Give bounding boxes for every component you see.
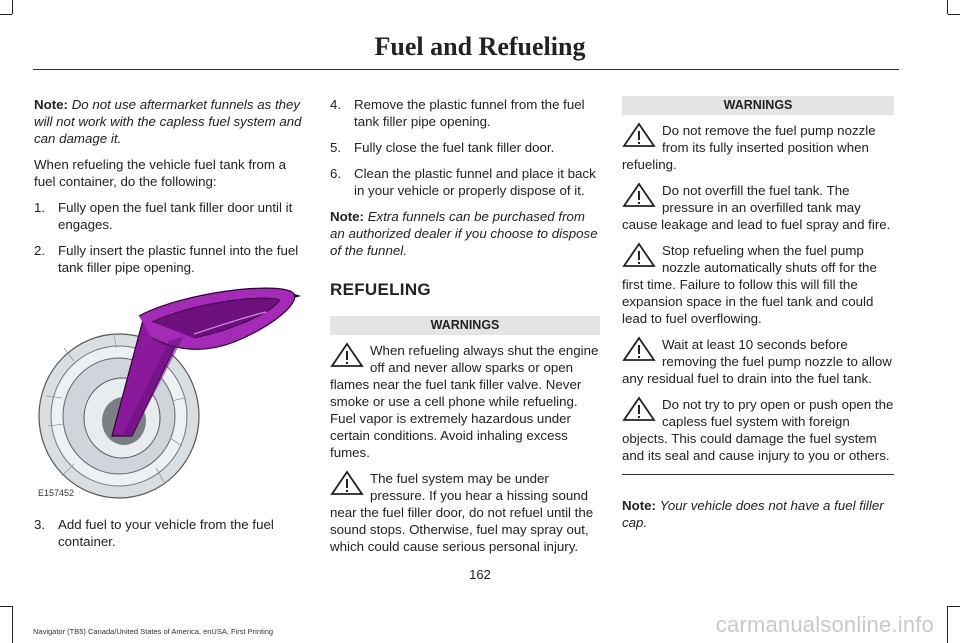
warning-item [622, 336, 894, 387]
warnings-end-rule [622, 474, 894, 475]
warning-triangle-icon [622, 182, 656, 208]
column-3 [622, 96, 894, 540]
step-number: 2. [34, 243, 46, 258]
crop-mark [947, 606, 948, 643]
step-text: Add fuel to your vehicle from the fuel container. [58, 517, 274, 549]
page-number: 162 [469, 567, 491, 582]
step-text: Remove the plastic funnel from the fuel tank filler pipe opening. [354, 97, 585, 129]
warning-triangle-icon [330, 342, 364, 368]
note-extra-funnels [330, 208, 600, 259]
footer-doc-info: Navigator (TB5) Canada/United States of America, enUSA, First Printing [33, 627, 274, 636]
step-number: 6. [330, 166, 342, 181]
warning-triangle-icon [622, 242, 656, 268]
note-label: Note: [330, 209, 364, 224]
warning-text: Wait at least 10 seconds before removing the fuel pump nozzle to allow any residual fuel to drain into the fuel tank. [622, 337, 892, 386]
column-1 [34, 96, 306, 559]
step-number: 4. [330, 97, 342, 112]
note-no-filler-cap [622, 497, 894, 531]
warning-text: Stop refueling when the fuel pump nozzle automatically shuts off for the first time. Failure to follow this will fill the expansion space in the fuel tank and could lead to fuel overflowing. [622, 243, 877, 326]
warning-triangle-icon [622, 122, 656, 148]
crop-mark [0, 606, 12, 607]
crop-mark [948, 606, 960, 607]
watermark: carmanualsonline.info [715, 612, 934, 637]
warning-item [622, 122, 894, 173]
note-aftermarket-funnels [34, 96, 306, 147]
warning-item [622, 182, 894, 233]
warning-text: Do not remove the fuel pump nozzle from its fully inserted position when refueling. [622, 123, 876, 172]
warning-triangle-icon [622, 336, 656, 362]
warning-text: When refueling always shut the engine off and never allow sparks or open flames near the fuel tank filler valve. Never smoke or use a cell phone while refueling. Fuel vapor is extremely hazardous under certain conditions. Avoid inhaling excess fumes. [330, 343, 599, 460]
column-2 [330, 96, 600, 564]
step-number: 3. [34, 517, 46, 532]
crop-mark [0, 14, 12, 15]
warning-triangle-icon [622, 396, 656, 422]
step-item [330, 139, 600, 156]
note-text: Your vehicle does not have a fuel filler cap. [622, 498, 884, 530]
note-text: Do not use aftermarket funnels as they will not work with the capless fuel system and can damage it. [34, 97, 302, 146]
warning-item [622, 396, 894, 464]
warning-text: Do not try to pry open or push open the capless fuel system with foreign objects. This could damage the fuel system and its seal and cause injury to you or others. [622, 397, 894, 463]
step-item [330, 165, 600, 199]
step-text: Fully insert the plastic funnel into the fuel tank filler pipe opening. [58, 243, 299, 275]
note-text: Extra funnels can be purchased from an authorized dealer if you choose to dispose of the funnel. [330, 209, 598, 258]
step-item [330, 96, 600, 130]
warning-text: The fuel system may be under pressure. If you hear a hissing sound near the fuel filler door, do not refuel until the sound stops. Otherwise, fuel may spray out, which could cause serious personal injury. [330, 471, 594, 554]
step-text: Clean the plastic funnel and place it back in your vehicle or properly dispose of it. [354, 166, 596, 198]
page-title: Fuel and Refueling [374, 32, 586, 61]
crop-mark [12, 606, 13, 643]
step-item [34, 199, 306, 233]
warnings-title-bar: WARNINGS [330, 316, 600, 335]
step-item [34, 516, 306, 550]
warning-item [622, 242, 894, 327]
step-text: Fully close the fuel tank filler door. [354, 140, 555, 155]
warning-item [330, 470, 600, 555]
intro-text: When refueling the vehicle fuel tank from a fuel container, do the following: [34, 157, 287, 189]
crop-mark [12, 0, 13, 14]
step-number: 1. [34, 200, 46, 215]
warning-text: Do not overfill the fuel tank. The pressure in an overfilled tank may cause leakage and lead to fuel spray and fire. [622, 183, 891, 232]
crop-mark [948, 14, 960, 15]
warning-item [330, 342, 600, 461]
crop-mark [947, 0, 948, 14]
figure-code: E157452 [38, 488, 75, 498]
header-rule [33, 69, 899, 70]
warning-triangle-icon [330, 470, 364, 496]
warnings-title-bar: WARNINGS [622, 96, 894, 115]
section-heading: REFUELING [330, 280, 431, 299]
note-label: Note: [34, 97, 68, 112]
step-item [34, 242, 306, 276]
note-label: Note: [622, 498, 656, 513]
funnel-in-filler-pipe-image [34, 286, 302, 504]
step-text: Fully open the fuel tank filler door until it engages. [58, 200, 293, 232]
funnel-illustration [34, 286, 302, 504]
step-number: 5. [330, 140, 342, 155]
